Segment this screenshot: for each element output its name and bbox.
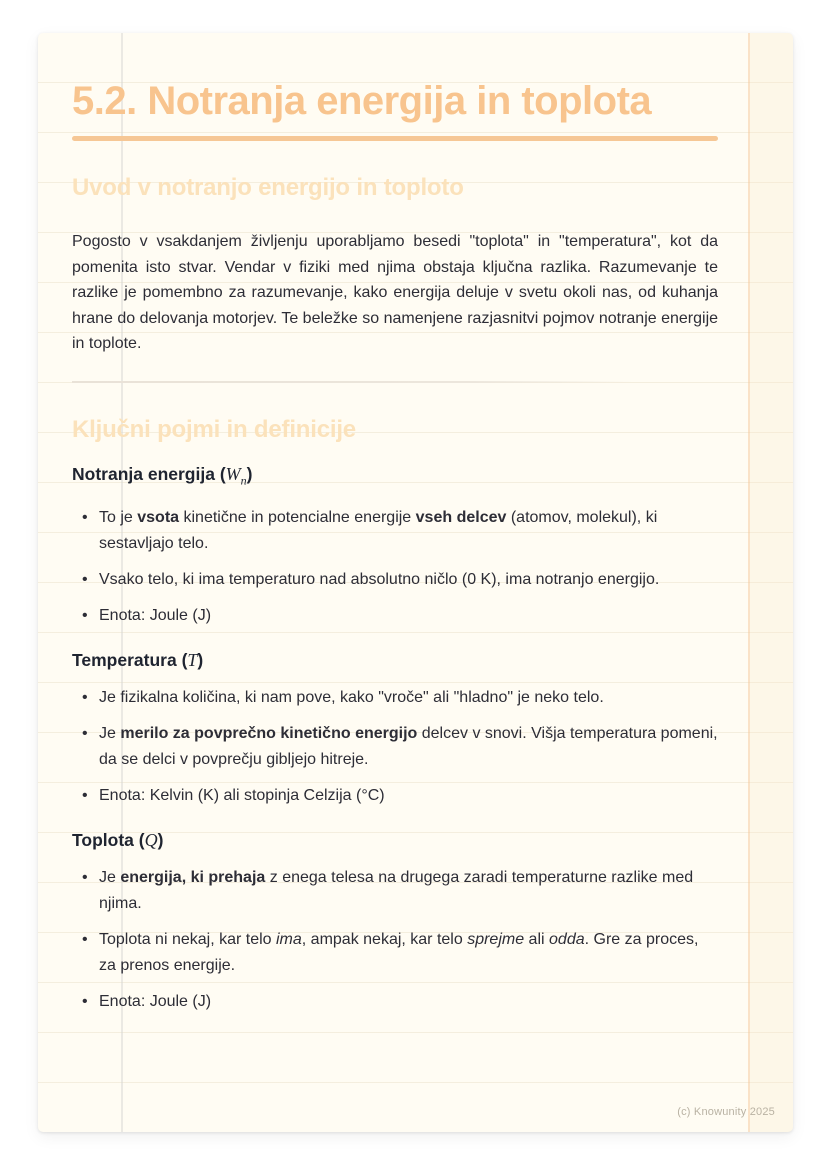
term-symbol: Q xyxy=(144,830,158,851)
term-bullet-list xyxy=(72,685,718,809)
list-item: • Toplota ni nekaj, kar telo ima, ampak nekaj, kar telo sprejme ali odda. Gre za proces, za prenos energije. xyxy=(72,927,718,979)
list-item: • Je energija, ki prehaja z enega telesa na drugega zaradi temperaturne razlike med njima. xyxy=(72,865,718,917)
page-content xyxy=(38,33,793,1015)
section-heading-definitions: Ključni pojmi in definicije xyxy=(72,415,356,443)
list-item: • Je merilo za povprečno kinetično energijo delcev v snovi. Višja temperatura pomeni, da se delci v povprečju gibljejo hitreje. xyxy=(72,721,718,773)
intro-paragraph: Pogosto v vsakdanjem življenju uporabljamo besedi "toplota" in "temperatura", kot da pomenita isto stvar. Vendar v fiziki med njima obstaja ključna razlika. Razumevanje te razlike je pomembno za razumevanje, kako energija deluje v svetu okoli nas, od kuhanja hrane do delovanja motorjev. Te beležke so namenjene razjasnitvi pojmov notranje energije in toplote. xyxy=(72,233,719,352)
page-title: 5.2. Notranja energija in toplota xyxy=(72,79,652,123)
copyright-note: (c) Knowunity 2025 xyxy=(677,1106,775,1118)
term-bullet-list xyxy=(72,865,718,1015)
section-heading-intro: Uvod v notranjo energijo in toploto xyxy=(72,174,464,201)
list-item: • To je vsota kinetične in potencialne energije vseh delcev (atomov, molekul), ki sestavljajo telo. xyxy=(72,505,718,557)
section-divider xyxy=(72,381,634,383)
title-underline-rule xyxy=(72,136,718,141)
list-item: • Enota: Joule (J) xyxy=(72,989,718,1015)
list-item: • Vsako telo, ki ima temperaturo nad absolutno ničlo (0 K), ima notranjo energijo. xyxy=(72,567,718,593)
term-heading: Temperatura (T) xyxy=(72,650,204,671)
term-bullet-list xyxy=(72,505,718,629)
terms xyxy=(72,463,718,1016)
term-heading: Toplota (Q) xyxy=(72,830,164,851)
term-heading: Notranja energija $(W_n)$ xyxy=(72,463,253,488)
list-item: • Enota: Kelvin (K) ali stopinja Celzija (°C) xyxy=(72,783,718,809)
term-symbol: T xyxy=(187,650,198,671)
list-item: • Enota: Joule (J) xyxy=(72,603,718,629)
note-page xyxy=(38,33,793,1132)
term-symbol: $W_n$ xyxy=(225,463,247,488)
list-item: • Je fizikalna količina, ki nam pove, kako "vroče" ali "hladno" je neko telo. xyxy=(72,685,718,711)
